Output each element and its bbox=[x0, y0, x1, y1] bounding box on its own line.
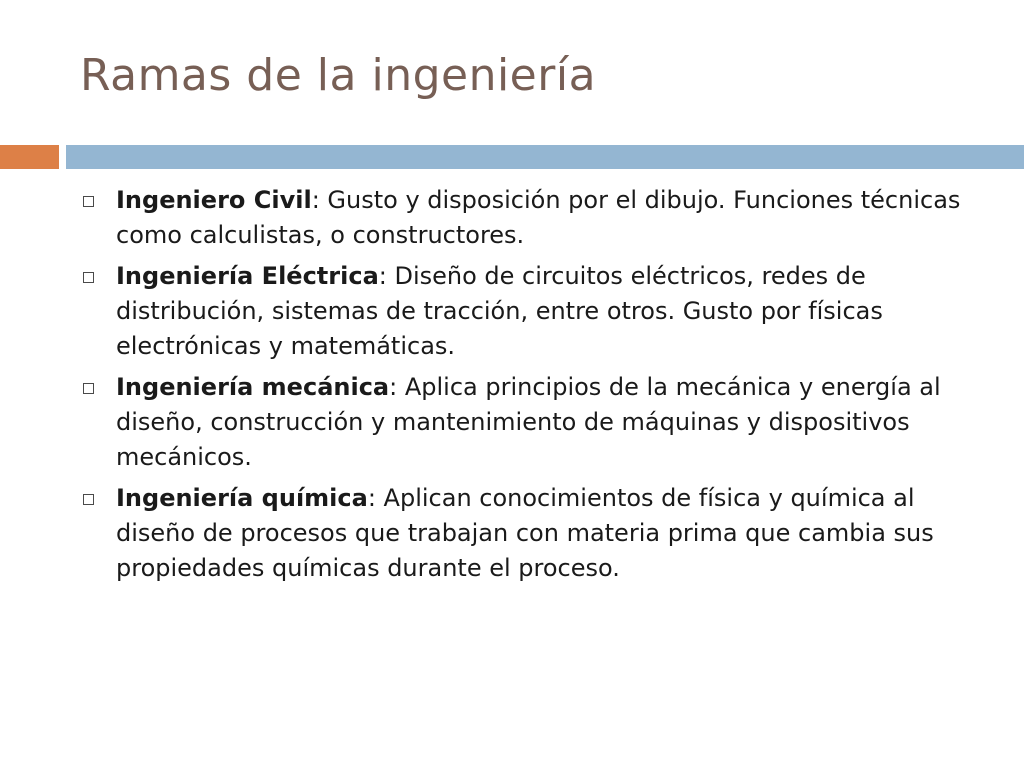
square-bullet-icon bbox=[83, 196, 94, 207]
list-item-term: Ingeniería mecánica bbox=[116, 373, 390, 401]
bullet-list bbox=[78, 183, 988, 592]
list-item bbox=[78, 481, 988, 586]
list-item-text bbox=[116, 183, 988, 253]
title-accent-bar bbox=[0, 145, 59, 169]
list-item-separator: : bbox=[367, 484, 376, 512]
list-item-separator: : bbox=[311, 186, 320, 214]
list-item-text bbox=[116, 481, 988, 586]
list-item-term: Ingeniería Eléctrica bbox=[116, 262, 379, 290]
square-bullet-icon bbox=[83, 272, 94, 283]
list-item bbox=[78, 259, 988, 364]
square-bullet-icon bbox=[83, 494, 94, 505]
square-bullet-icon bbox=[83, 383, 94, 394]
list-item-description: Diseño de circuitos eléctricos, redes de distribución, sistemas de tracción, entre otros. Gusto por físicas electrónicas y matemáticas. bbox=[116, 262, 883, 360]
title-underline-bar bbox=[66, 145, 1024, 169]
list-item-separator: : bbox=[389, 373, 398, 401]
list-item-term: Ingeniería química bbox=[116, 484, 368, 512]
list-item-text bbox=[116, 259, 988, 364]
list-item bbox=[78, 183, 988, 253]
list-item-description: Gusto y disposición por el dibujo. Funciones técnicas como calculistas, o constructores. bbox=[116, 186, 961, 249]
list-item-description: Aplican conocimientos de física y química al diseño de procesos que trabajan con materia prima que cambia sus propiedades químicas durante el proceso. bbox=[116, 484, 934, 582]
list-item bbox=[78, 370, 988, 475]
list-item-description: Aplica principios de la mecánica y energía al diseño, construcción y mantenimiento de máquinas y dispositivos mecánicos. bbox=[116, 373, 941, 471]
slide-title: Ramas de la ingeniería bbox=[80, 50, 597, 101]
list-item-term: Ingeniero Civil bbox=[116, 186, 312, 214]
list-item-separator: : bbox=[378, 262, 387, 290]
list-item-text bbox=[116, 370, 988, 475]
